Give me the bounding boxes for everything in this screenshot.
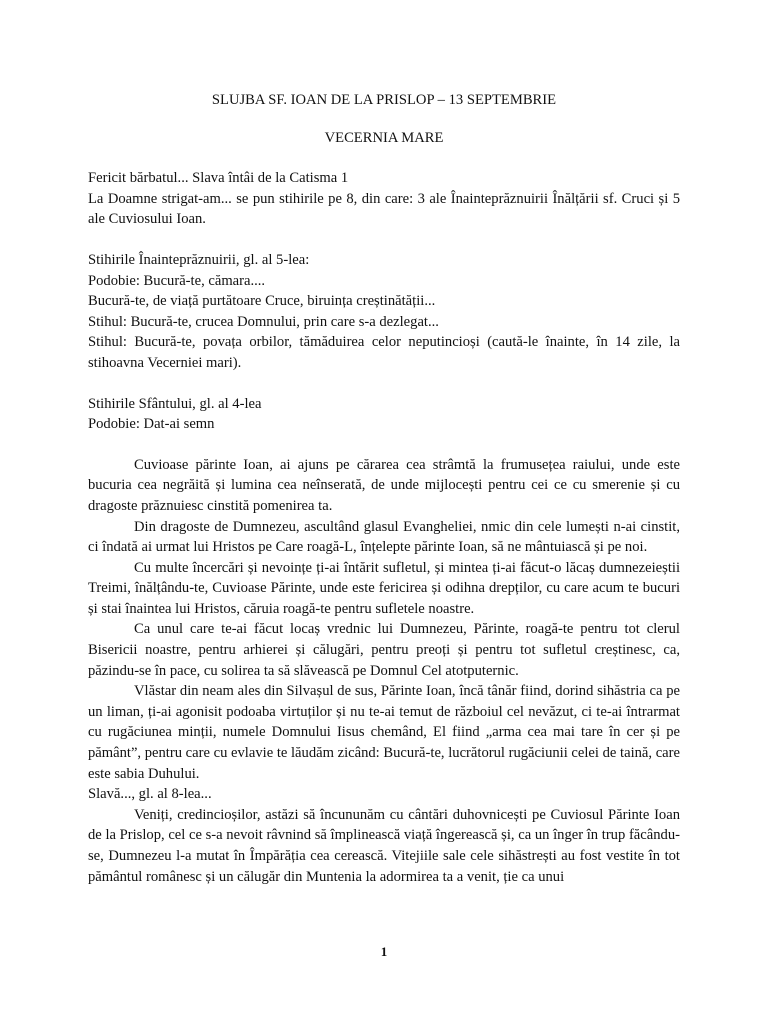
feast-stih: Stihul: Bucură-te, povața orbilor, tămăduirea celor neputincioși (caută-le înainte, în 14 zile, la stihoavna Vecerniei mari). xyxy=(88,334,680,371)
feast-line: Bucură-te, de viață purtătoare Cruce, biruința creștinătății... xyxy=(88,293,436,310)
feast-podobie: Podobie: Bucură-te, cămara.... xyxy=(88,272,266,289)
paragraph: Veniți, credincioșilor, astăzi să încununăm cu cântări duhovnicești pe Cuviosul Părinte Ioan de la Prislop, cel ce s-a nevoit râvnind să împlinească viață îngerească și, ca un înger în trup făcându-se, Dumnezeu l-a mutat în Împărăția cea cerească. Vitejiile sale cele sihăstrești au fost vestite în tot pământul românesc și un călugăr din Muntenia la adormirea ta a venit, ție ca unui xyxy=(88,806,680,885)
paragraph: Ca unul care te-ai făcut locaș vrednic lui Dumnezeu, Părinte, roagă-te pentru tot clerul Bisericii noastre, pentru arhierei și călugări, pentru preoți și pentru tot sufletul creștinesc, ca, păzindu-se în pace, cu solirea ta să slăvească pe Domnul Cel atotputernic. xyxy=(88,621,680,679)
saint-stichera-block xyxy=(88,394,680,435)
feast-stichera-block xyxy=(88,250,680,374)
feast-stih: Stihul: Bucură-te, crucea Domnului, prin care s-a dezlegat... xyxy=(88,313,439,330)
intro-line: Fericit bărbatul... Slava întâi de la Catisma 1 xyxy=(88,170,349,187)
glory-line: Slavă..., gl. al 8-lea... xyxy=(88,786,212,803)
paragraph: Vlăstar din neam ales din Silvașul de sus, Părinte Ioan, încă tânăr fiind, dorind sihăstria ca pe un liman, ți-ai agonisit podoaba virtuților și nu te-ai temut de războiul cel nevăzut, ci te-ai întrarmat cu rugăciunea minții, numele Domnului Iisus chemând, El fiind „arma cea mai tare în cer și pe pământ”, pentru care cu evlavie te lăudăm zicând: Bucură-te, lucrătorul rugăciunii celei de taină, care este sabia Duhului. xyxy=(88,683,680,782)
document-page xyxy=(88,90,680,887)
paragraph: Din dragoste de Dumnezeu, ascultând glasul Evangheliei, nmic din cele lumești n-ai cinstit, ci îndată ai urmat lui Hristos pe Care roagă-L, înțelepte părinte Ioan, să ne mântuiască și pe noi. xyxy=(88,518,680,556)
section-title-vecernia: VECERNIA MARE xyxy=(324,129,444,146)
intro-block xyxy=(88,168,680,230)
saint-heading: Stihirile Sfântului, gl. al 4-lea xyxy=(88,395,262,412)
page-number: 1 xyxy=(380,944,388,959)
paragraph: Cu multe încercări și nevoințe ți-ai întărit sufletul, și mintea ți-ai făcut-o lăcaș dumnezeieștii Treimi, înălțându-te, Cuvioase Părinte, unde este fericirea și odihna drepților, cu care acum te bucuri și stai înaintea lui Hristos, căruia roagă-te pentru sufletele noastre. xyxy=(88,559,680,617)
paragraph: Cuvioase părinte Ioan, ai ajuns pe cărarea cea strâmtă la frumusețea raiului, unde este bucuria cea negrăită și lumina cea neînserată, de unde mijlocești pentru cei ce cu smerenie și cu dragoste prăznuiesc cinstită pomenirea ta. xyxy=(88,456,680,514)
feast-heading: Stihirile Înainteprăznuirii, gl. al 5-lea: xyxy=(88,251,310,268)
saint-podobie: Podobie: Dat-ai semn xyxy=(88,416,215,433)
document-title: SLUJBA SF. IOAN DE LA PRISLOP – 13 SEPTEMBRIE xyxy=(211,92,557,108)
intro-line: La Doamne strigat-am... se pun stihirile pe 8, din care: 3 ale Înainteprăznuirii Înălțării sf. Cruci și 5 ale Cuviosului Ioan. xyxy=(88,190,680,228)
stichera-paragraphs xyxy=(88,455,680,887)
